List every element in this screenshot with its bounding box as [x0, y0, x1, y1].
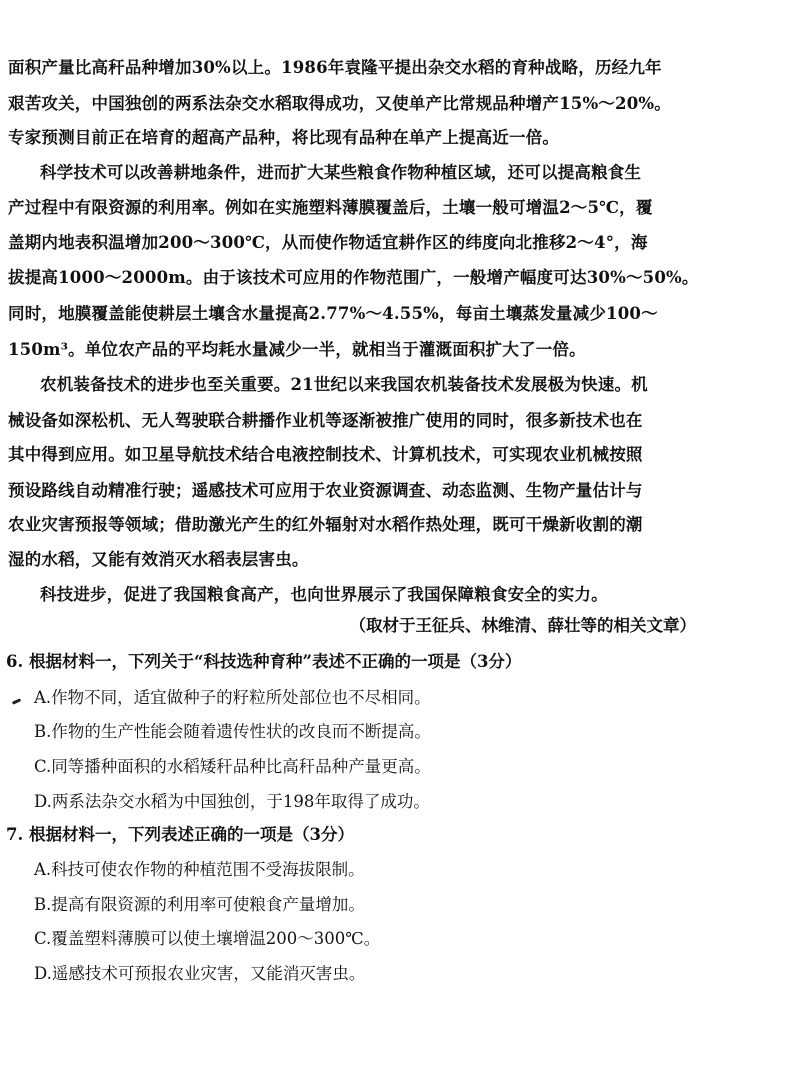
question-6-stem: 6. 根据材料一，下列关于“科技选种育种”表述不正确的一项是（3分） [6, 652, 522, 671]
passage-line: 科学技术可以改善耕地条件，进而扩大某些粮食作物种植区域，还可以提高粮食生 [40, 163, 642, 182]
question-7-option-c: C.覆盖塑料薄膜可以使土壤增温200～300℃。 [34, 929, 381, 948]
passage-source: （取材于王征兵、林维清、薛壮等的相关文章） [349, 616, 696, 635]
question-7-stem: 7. 根据材料一，下列表述正确的一项是（3分） [6, 825, 354, 844]
passage-line: 面积产量比高秆品种增加30%以上。1986年袁隆平提出杂交水稻的育种战略，历经九年 [8, 58, 662, 77]
passage-line: 预设路线自动精准行驶；遥感技术可应用于农业资源调查、动态监测、生物产量估计与 [8, 481, 643, 500]
passage-line: 同时，地膜覆盖能使耕层土壤含水量提高2.77%～4.55%，每亩土壤蒸发量减少100～ [8, 304, 658, 323]
question-7-option-a: A.科技可使农作物的种植范围不受海拔限制。 [34, 860, 365, 879]
passage-line: 其中得到应用。如卫星导航技术结合电液控制技术、计算机技术，可实现农业机械按照 [8, 445, 643, 464]
passage-line: 150m³。单位农产品的平均耗水量减少一半，就相当于灌溉面积扩大了一倍。 [8, 340, 586, 359]
question-7-option-d: D.遥感技术可预报农业灾害，又能消灭害虫。 [34, 964, 366, 983]
question-6-option-d: D.两系法杂交水稻为中国独创，于198年取得了成功。 [34, 792, 430, 811]
passage-line: 产过程中有限资源的利用率。例如在实施塑料薄膜覆盖后，土壤一般可增温2～5℃，覆 [8, 198, 653, 217]
passage-line: 械设备如深松机、无人驾驶联合耕播作业机等逐渐被推广使用的同时，很多新技术也在 [8, 411, 643, 430]
question-7-option-b: B.提高有限资源的利用率可使粮食产量增加。 [34, 895, 365, 914]
passage-line: 专家预测目前正在培育的超高产品种，将比现有品种在单产上提高近一倍。 [8, 128, 560, 147]
question-6-option-c: C.同等播种面积的水稻矮秆品种比高秆品种产量更高。 [34, 757, 431, 776]
pen-mark [12, 698, 21, 705]
passage-line: 盖期内地表积温增加200～300℃，从而使作物适宜耕作区的纬度向北推移2～4°，海 [8, 233, 648, 252]
passage-line: 拔提高1000～2000m。由于该技术可应用的作物范围广，一般增产幅度可达30%～50%。 [8, 268, 699, 287]
passage-line: 科技进步，促进了我国粮食高产，也向世界展示了我国保障粮食安全的实力。 [40, 585, 608, 604]
passage-line: 艰苦攻关，中国独创的两系法杂交水稻取得成功，又使单产比常规品种增产15%～20%。 [8, 94, 671, 113]
question-6-option-a: A.作物不同，适宜做种子的籽粒所处部位也不尽相同。 [34, 688, 431, 707]
question-6-option-b: B.作物的生产性能会随着遗传性状的改良而不断提高。 [34, 722, 431, 741]
passage-line: 湿的水稻，又能有效消灭水稻表层害虫。 [8, 550, 309, 569]
passage-line: 农业灾害预报等领域；借助激光产生的红外辐射对水稻作热处理，既可干燥新收割的潮 [8, 515, 643, 534]
passage-line: 农机装备技术的进步也至关重要。21世纪以来我国农机装备技术发展极为快速。机 [40, 375, 648, 394]
